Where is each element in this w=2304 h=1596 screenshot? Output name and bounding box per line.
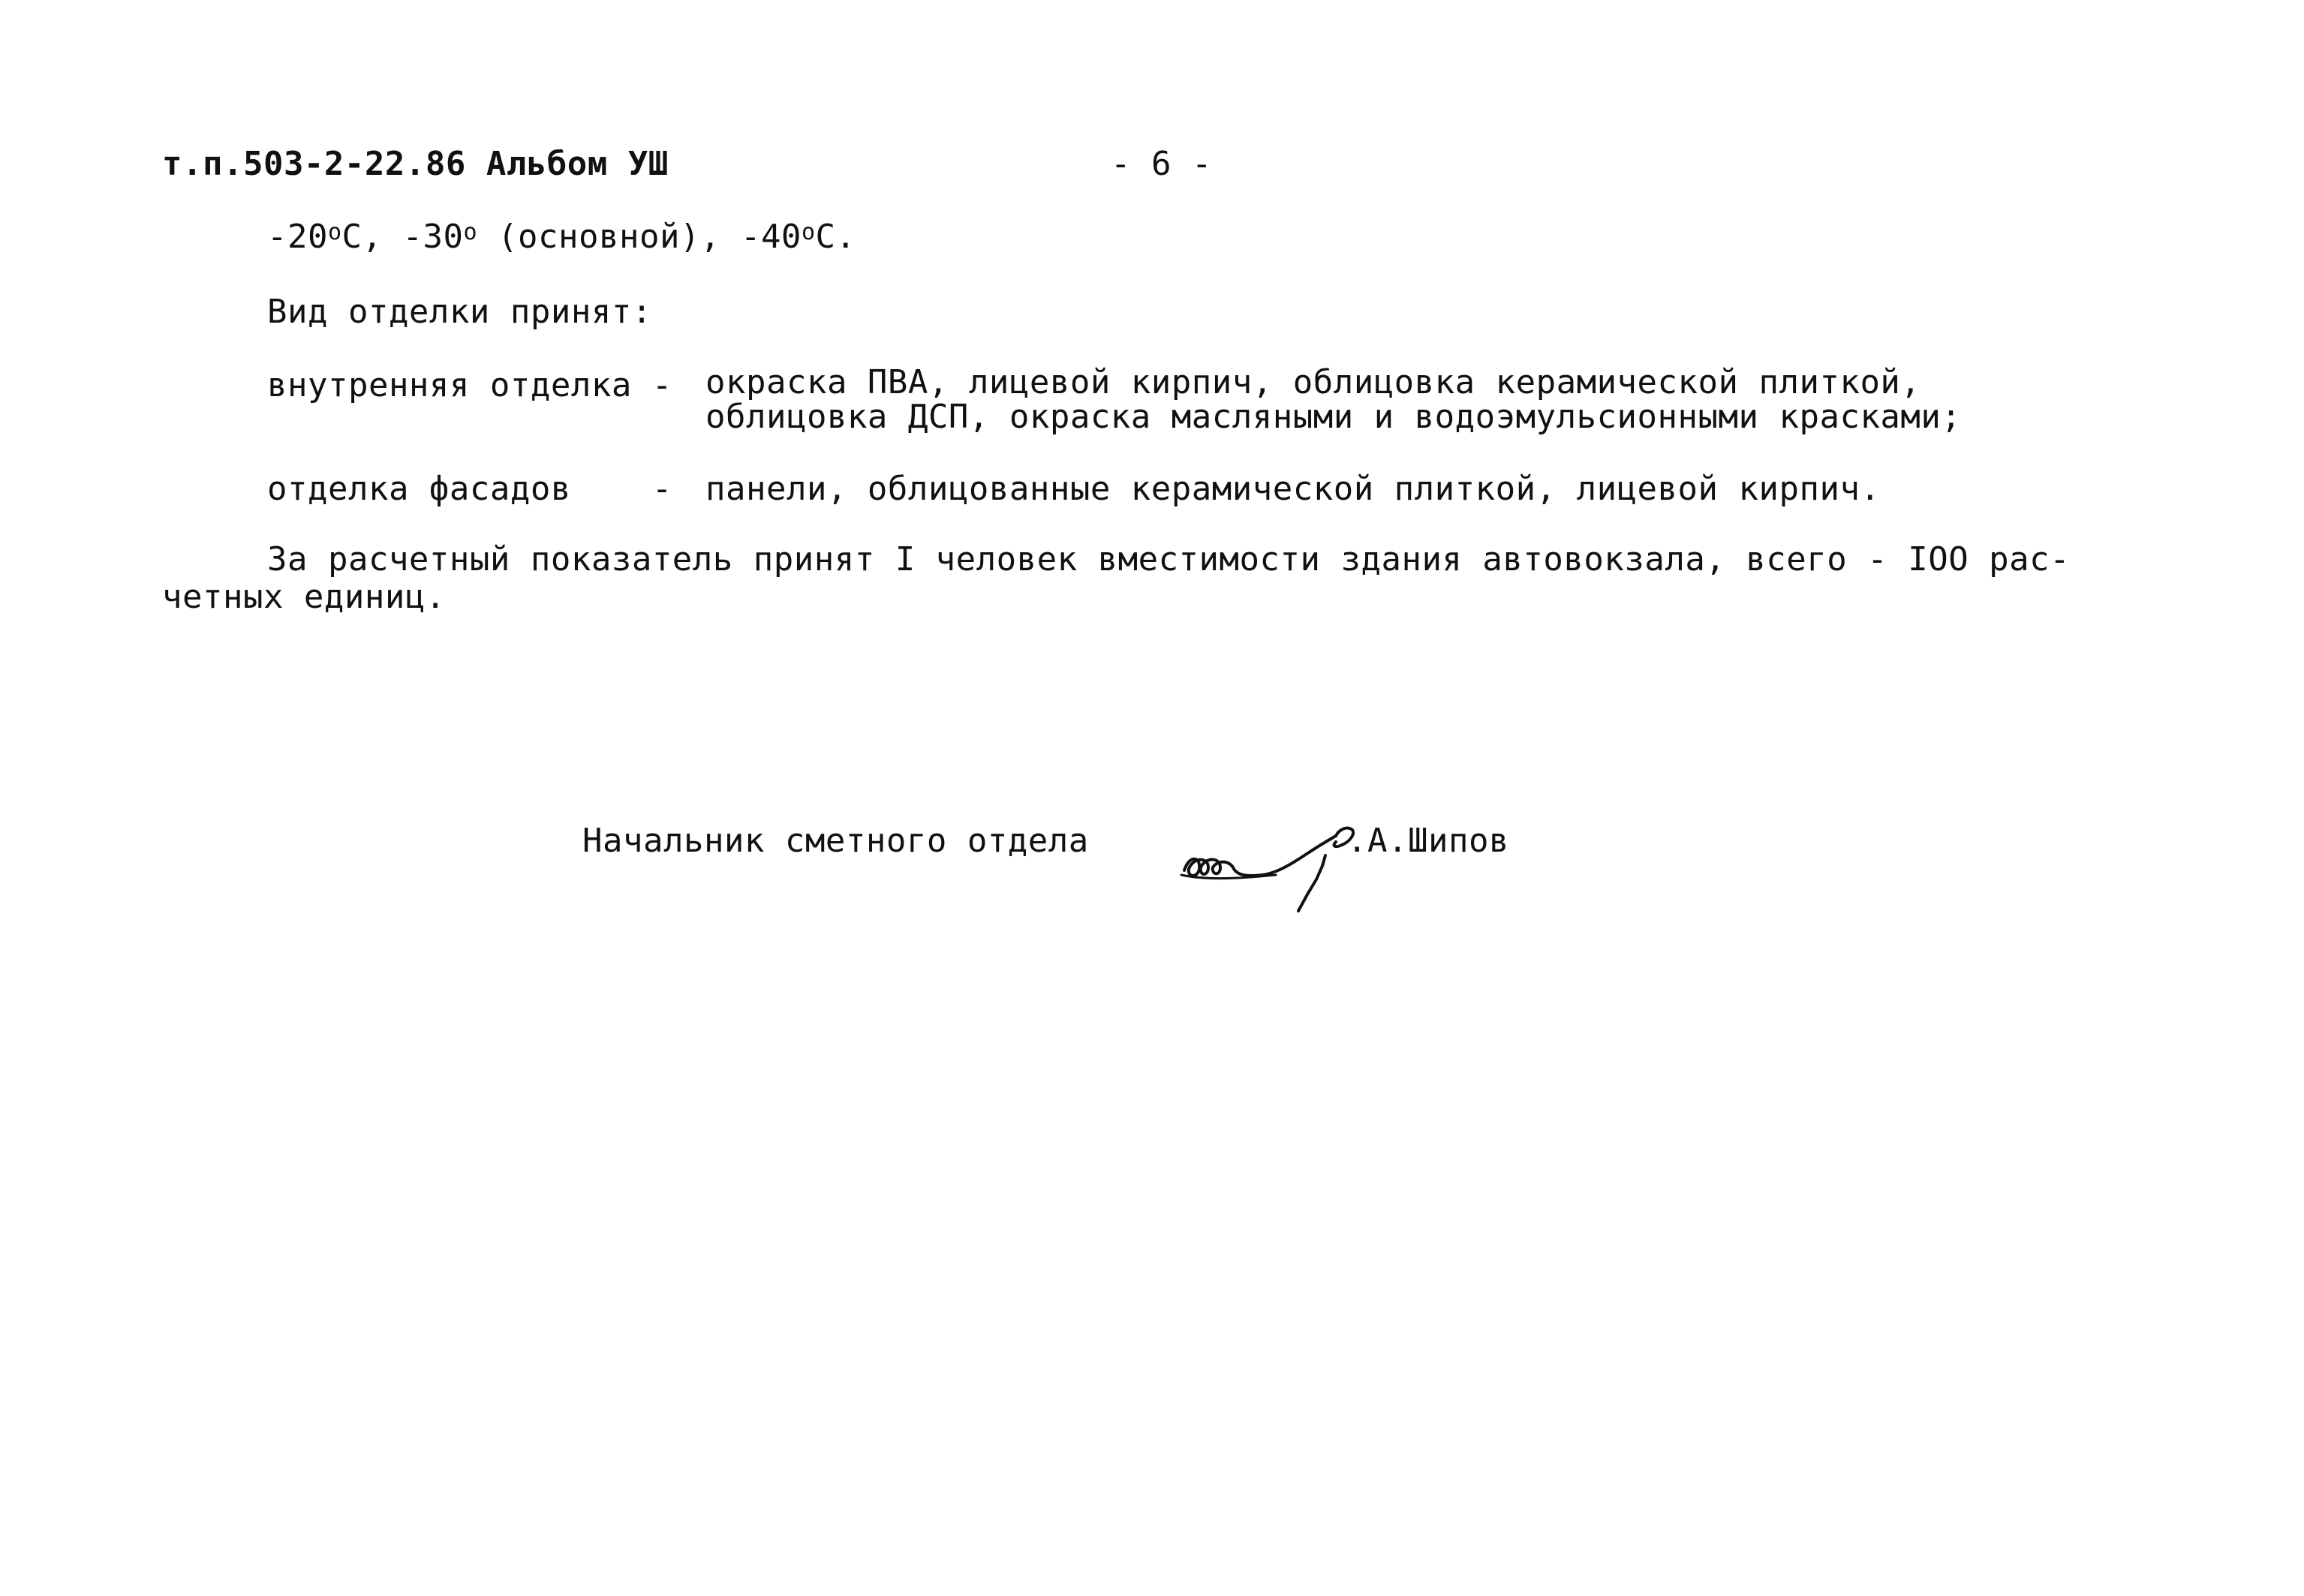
- temp-minus-20: -20: [267, 218, 328, 256]
- degree-mark: о: [463, 219, 478, 245]
- interior-finish-term: внутренняя отделка -: [267, 366, 693, 404]
- handwritten-signature: [1178, 803, 1358, 915]
- temp-minus-30: -30: [402, 218, 464, 256]
- finish-title: Вид отделки принят:: [267, 293, 652, 331]
- interior-finish-desc-2: облицовка ДСП, окраска масляными и водоэмульсионными красками;: [705, 398, 1962, 436]
- page-number: - 6 -: [1111, 145, 1212, 183]
- calculation-line-2: четных единиц.: [162, 578, 446, 616]
- temp-unit: С,: [341, 218, 403, 256]
- temp-unit: С.: [815, 218, 856, 256]
- temp-note: (основной),: [477, 218, 741, 256]
- temperature-line: [267, 218, 856, 257]
- signature-stroke: [1184, 836, 1336, 876]
- signature-stroke: [1298, 855, 1325, 911]
- temp-minus-40: -40: [740, 218, 802, 256]
- calculation-line-1: За расчетный показатель принят I человек вместимости здания автовокзала, всего - IOO рас-: [267, 540, 2071, 579]
- facade-finish-term: отделка фасадов -: [267, 470, 693, 508]
- signatory-position: Начальник сметного отдела: [582, 822, 1089, 860]
- degree-mark: о: [327, 219, 342, 245]
- degree-mark: о: [801, 219, 816, 245]
- interior-finish-desc-1: окраска ПВА, лицевой кирпич, облицовка керамической плиткой,: [705, 363, 1921, 401]
- facade-finish-desc: панели, облицованные керамической плиткой, лицевой кирпич.: [705, 470, 1881, 508]
- document-code: т.п.503-2-22.86 Альбом УШ: [162, 145, 669, 183]
- signatory-name: .А.Шипов: [1347, 822, 1509, 860]
